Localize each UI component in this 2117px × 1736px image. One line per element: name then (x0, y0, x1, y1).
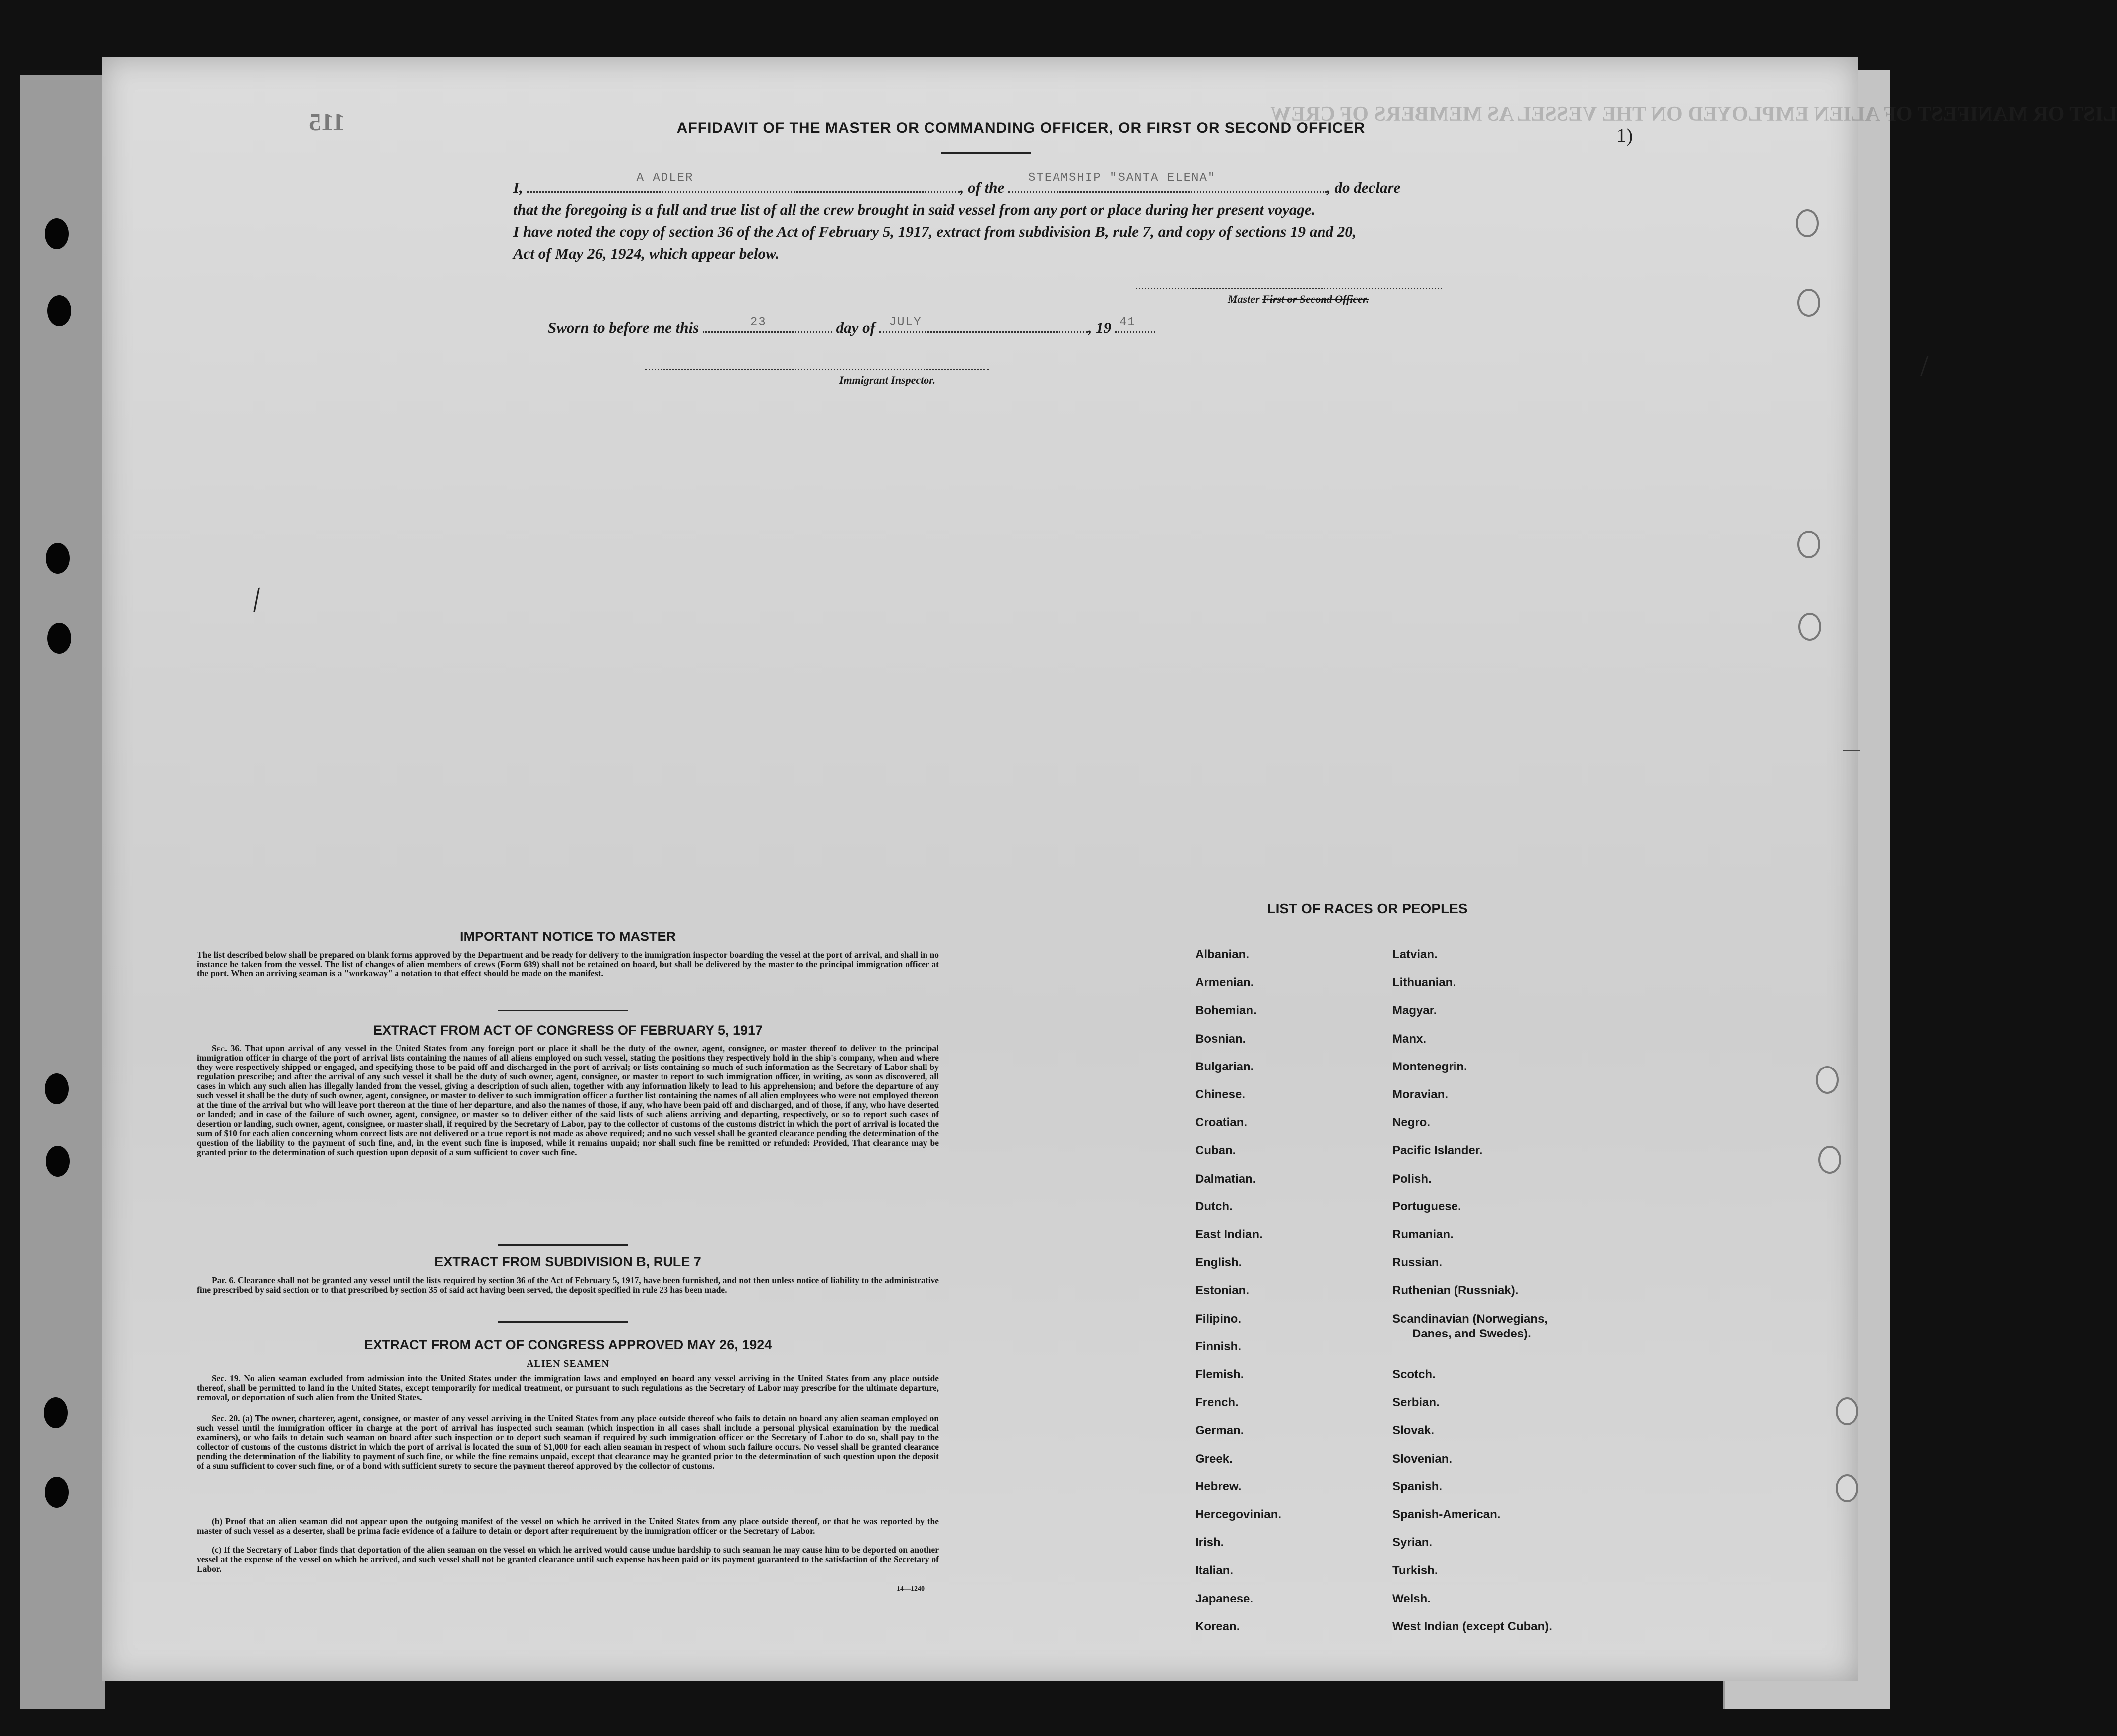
race-item: French. (1195, 1396, 1239, 1410)
race-item-continuation: Danes, and Swedes). (1412, 1327, 1531, 1340)
master-name-field (527, 171, 960, 193)
punch-hole (1797, 531, 1820, 558)
declaration-of-the: , of the (960, 179, 1005, 196)
race-item: Lithuanian. (1392, 976, 1456, 990)
sec-36-label: Sec. 36. (212, 1043, 242, 1053)
inspector-caption: Immigrant Inspector. (839, 374, 936, 386)
race-item: Chinese. (1195, 1088, 1246, 1101)
race-item: Dutch. (1195, 1200, 1233, 1213)
race-item: Slovenian. (1392, 1452, 1453, 1466)
race-item: Portuguese. (1392, 1200, 1461, 1213)
race-item: Bohemian. (1195, 1004, 1257, 1018)
race-item: Spanish-American. (1392, 1508, 1501, 1521)
race-item: German. (1195, 1424, 1244, 1438)
title-rule (941, 152, 1031, 154)
race-item: Latvian. (1392, 948, 1438, 961)
punch-hole (1818, 1146, 1841, 1174)
binder-hole (45, 1073, 69, 1104)
race-item: Scandinavian (Norwegians, (1392, 1312, 1548, 1326)
binder-hole (47, 623, 71, 654)
master-signature-line (1136, 288, 1442, 289)
punch-hole (1836, 1474, 1858, 1502)
race-item: Croatian. (1195, 1116, 1248, 1130)
race-item: West Indian (except Cuban). (1392, 1619, 1552, 1633)
binder-hole (45, 218, 69, 249)
race-item: Russian. (1392, 1256, 1443, 1270)
sec-20a-text: Sec. 20. (a) The owner, charterer, agent, consignee, or master of any vessel arriving in the United States from any place outside thereof who fails to detain on board any alien seaman employed on such vessel until the immigration officer in charge at the port of arrival has inspected such seaman (which inspection in all cases shall include a personal physical examination by the medical examiners), or who fails to detain such seaman on board after such inspection or to deport such seaman if required by such immigration officer or the Secretary of Labor to do so, shall pay to the collector of customs of the customs district in which the port of arrival is located the sum of $1,000 for each alien seaman in respect of whom such failure occurs. No vessel shall be granted clearance pending the determination of the liability to payment of such fine, or while the fine remains unpaid, except that clearance may be granted prior to the determination of such question upon the deposit of a sum sufficient to cover such fine, or of a bond with sufficient surety to secure the payment thereof approved by the collector of customs. (197, 1413, 939, 1470)
binder-hole (45, 1477, 69, 1508)
race-item: Pacific Islander. (1392, 1144, 1483, 1158)
sworn-prefix: Sworn to before me this (548, 319, 699, 336)
punch-hole (1797, 289, 1820, 317)
punch-hole (1796, 209, 1819, 237)
race-item: Syrian. (1392, 1536, 1433, 1550)
race-item: Dalmatian. (1195, 1172, 1256, 1186)
declaration-do-declare: , do declare (1327, 179, 1401, 196)
race-item: Flemish. (1195, 1368, 1244, 1381)
binder-hole (46, 1146, 70, 1177)
vessel-name: STEAMSHIP "SANTA ELENA" (1028, 171, 1216, 185)
race-item: Serbian. (1392, 1396, 1440, 1410)
races-title: LIST OF RACES OR PEOPLES (1267, 901, 1468, 916)
race-item: Scotch. (1392, 1368, 1436, 1381)
race-item: Spanish. (1392, 1479, 1443, 1493)
sworn-day: 23 (750, 316, 767, 329)
sec-19-text: Sec. 19. No alien seaman excluded from admission into the United States under the immigration laws and employed on board any vessel arriving in the United States from any place outside thereof, shall be permitted to land in the United States, except temporarily for medical treatment, or pursuant to such regulations as the Secretary of Labor may prescribe for the ultimate departure, removal, or deportation of such alien from the United States. (197, 1373, 939, 1402)
inspector-signature-line (645, 369, 989, 370)
punch-hole (1798, 613, 1821, 641)
race-item: Estonian. (1195, 1284, 1250, 1298)
declaration-block (513, 171, 1484, 265)
declaration-line-3: I have noted the copy of section 36 of the Act of February 5, 1917, extract from subdivision B, rule 7, and copy of sections 19 and 20, (513, 223, 1357, 240)
race-item: Ruthenian (Russniak). (1392, 1284, 1519, 1298)
pen-mark: / (249, 580, 264, 620)
race-item: Turkish. (1392, 1564, 1438, 1578)
affidavit-title: AFFIDAVIT OF THE MASTER OR COMMANDING OFFICER, OR FIRST OR SECOND OFFICER (676, 120, 1366, 136)
divider-rule (498, 1244, 628, 1246)
race-item: Welsh. (1392, 1592, 1431, 1605)
race-item: Magyar. (1392, 1004, 1437, 1018)
race-item: Finnish. (1195, 1339, 1241, 1353)
punch-hole (1816, 1066, 1839, 1094)
rule-7-body: Par. 6. Clearance shall not be granted any vessel until the lists required by section 36 of the Act of February 5, 1917, have been furnished, and not then unless notice of liability to the administrative fine prescribed by said section or to that prescribed by section 35 of said act having been served, the deposit specified in rule 23 has been made. (197, 1275, 939, 1295)
race-item: East Indian. (1195, 1228, 1263, 1241)
declaration-line-4: Act of May 26, 1924, which appear below. (513, 245, 780, 262)
punch-hole (1836, 1397, 1858, 1425)
race-item: English. (1195, 1256, 1242, 1270)
race-item: Slovak. (1392, 1424, 1435, 1438)
race-item: Cuban. (1195, 1144, 1236, 1158)
pen-mark: / (1920, 349, 1929, 382)
race-item: Hercegovinian. (1195, 1508, 1282, 1521)
sworn-year-prefix: , 19 (1088, 319, 1112, 336)
declaration-line-2: that the foregoing is a full and true list of all the crew brought in said vessel from any port or place during her present voyage. (513, 201, 1316, 218)
race-item: Manx. (1392, 1032, 1427, 1046)
binder-hole (44, 1397, 68, 1428)
race-item: Moravian. (1392, 1088, 1449, 1101)
master-caption (1228, 293, 1369, 306)
notice-body: The list described below shall be prepared on blank forms approved by the Department and be ready for delivery to the immigration inspector boarding the vessel at the port of arrival, and shall in no instance be taken from the vessel. The list of changes of alien members of crews (Form 689) shall not be retained on board, but shall be delivered by the master to the principal immigration officer at the port. When an arriving seaman is a "workaway" a notation to that effect should be made on the manifest. (197, 950, 939, 978)
master-name: A ADLER (636, 171, 694, 185)
race-item: Italian. (1195, 1564, 1234, 1578)
master-caption-prefix: Master (1228, 293, 1260, 305)
binder-hole (47, 295, 71, 326)
extract-1917-title: EXTRACT FROM ACT OF CONGRESS OF FEBRUARY 5, 1917 (373, 1023, 763, 1038)
form-number: 14—1240 (897, 1585, 925, 1593)
race-item: Negro. (1392, 1116, 1431, 1130)
sworn-month-field (879, 316, 1088, 333)
race-item: Hebrew. (1195, 1479, 1242, 1493)
race-item: Irish. (1195, 1536, 1224, 1550)
sworn-day-field (703, 316, 832, 333)
pen-mark: 1) (1616, 124, 1633, 146)
race-item: Polish. (1392, 1172, 1432, 1186)
reverse-show-through: LIST OR MANIFEST OF ALIEN EMPLOYED ON THE VESSEL AS MEMBERS OF CREW (1270, 103, 2117, 126)
declaration-i: I, (513, 179, 523, 196)
race-item: Armenian. (1195, 976, 1254, 990)
sworn-year-field (1115, 316, 1155, 333)
race-item: Albanian. (1195, 948, 1250, 961)
rule-7-title: EXTRACT FROM SUBDIVISION B, RULE 7 (434, 1254, 701, 1269)
extract-1917-body (197, 1044, 939, 1157)
race-item: Korean. (1195, 1619, 1240, 1633)
alien-seamen-subtitle: ALIEN SEAMEN (527, 1358, 609, 1369)
struck-officer-caption: First or Second Officer. (1262, 293, 1369, 305)
race-item: Filipino. (1195, 1312, 1241, 1326)
margin-mark: — (1843, 740, 1860, 759)
divider-rule (498, 1321, 628, 1323)
race-item: Rumanian. (1392, 1228, 1454, 1241)
sworn-day-of: day of (836, 319, 875, 336)
notice-title: IMPORTANT NOTICE TO MASTER (460, 929, 676, 944)
divider-rule (498, 1010, 628, 1011)
vessel-name-field (1008, 171, 1327, 193)
sec-36-text: That upon arrival of any vessel in the United States from any foreign port or place it shall be the duty of the owner, agent, consignee, or master thereof to deliver to the principal immigration officer in charge of the port of arrival lists containing the names of all aliens employed on such vessel, stating the positions they respectively hold in the ship's company, when and where they were respectively shipped or engaged, and specifying those to be paid off and discharged in the port of arrival; or lists containing so much of such information as the Secretary of Labor shall by regulation prescribe; and after the arrival of any such vessel it shall be the duty of such owner, agent, consignee, or master to report to such immigration officer, in writing, as soon as discovered, all cases in which any such alien has illegally landed from the vessel, giving a description of such alien, together with any information likely to lead to his apprehension; and before the departure of any such vessel it shall be the duty of such owner, agent, consignee, or master to deliver to such immigration officer a further list containing the names of all alien employees who were not employed thereon at the time of the arrival but who will leave port thereon at the time of her departure, and also the names of those, if any, who have been paid off and discharged, and of those, if any, who have deserted or landed; and in case of the failure of such owner, agent, consignee, or master so to deliver either of the said lists of such aliens arriving and departing, respectively, or so to report such cases of desertion or landing, such owner, agent, consignee, or master shall, if required by the Secretary of Labor, pay to the collector of customs of the customs district in which the port of arrival is located the sum of $10 for each alien concerning whom correct lists are not delivered or a true report is not made as above required; and no such vessel shall be granted clearance pending the determination of the question of the liability to the payment of such fine, and, in the event such fine is imposed, while it remains unpaid; nor shall such fine be remitted or refunded: Provided, That clearance may be granted prior to the determination of such question upon deposit of a sum sufficient to cover such fine. (197, 1043, 939, 1157)
binder-hole (46, 543, 70, 574)
sec-20b-text: (b) Proof that an alien seaman did not appear upon the outgoing manifest of the vessel on which he arrived in the United States from any place outside thereof, or that he was reported by the master of such vessel as a deserter, shall be prima facie evidence of a failure to detain or deport after requirement by the immigration officer or the Secretary of Labor. (197, 1516, 939, 1536)
sworn-month: JULY (889, 316, 922, 329)
page-number: 115 (309, 108, 345, 135)
sworn-line (548, 316, 1155, 337)
race-item: Bosnian. (1195, 1032, 1246, 1046)
race-item: Montenegrin. (1392, 1060, 1467, 1073)
race-item: Greek. (1195, 1452, 1233, 1466)
sec-20c-text: (c) If the Secretary of Labor finds that deportation of the alien seaman on the vessel on which he arrived would cause undue hardship to such seaman he may cause him to be deported on another vessel at the expense of the vessel on which he arrived, and such vessel shall not be granted clearance until such expense has been paid or its payment guaranteed to the satisfaction of the Secretary of Labor. (197, 1545, 939, 1574)
sworn-year: 41 (1119, 316, 1136, 329)
race-item: Bulgarian. (1195, 1060, 1254, 1073)
extract-1924-title: EXTRACT FROM ACT OF CONGRESS APPROVED MAY 26, 1924 (364, 1337, 772, 1352)
declaration-line-1 (513, 171, 1484, 199)
race-item: Japanese. (1195, 1592, 1254, 1605)
